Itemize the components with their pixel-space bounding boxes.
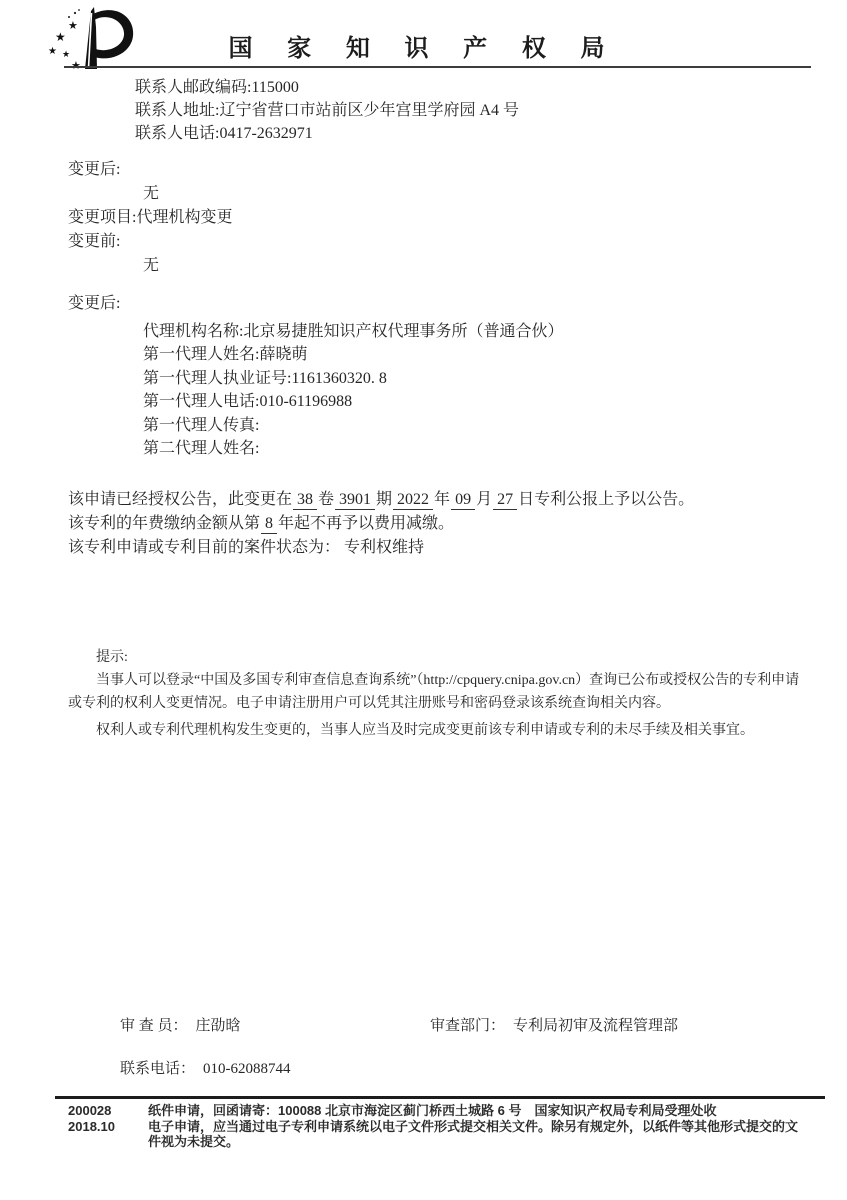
contact-address-line: 联系人地址:辽宁省营口市站前区少年宫里学府园 A4 号 [135,102,520,119]
gazette-year: 2022 [393,491,433,510]
notice-block [68,646,810,742]
agency-name-line: 代理机构名称:北京易捷胜知识产权代理事务所（普通合伙） [143,322,564,340]
gazette-volume: 38 [293,491,317,510]
gazette-month: 09 [451,491,475,510]
change-item-line: 变更项目:代理机构变更 [68,209,233,226]
department-name: 专利局初审及流程管理部 [513,1018,679,1034]
fee-year-number: 8 [261,515,277,534]
after-label: 变更后: [68,161,121,178]
form-date: 2018.10 [68,1118,115,1134]
agent1-fax-line: 第一代理人传真: [143,416,260,434]
footer-instructions [148,1103,808,1150]
change-block-previous-item [68,158,232,278]
change-block-agency [68,292,563,461]
announcement-block [68,488,694,560]
form-code: 200028 [68,1103,112,1118]
agent1-name-line: 第一代理人姓名:薛晓萌 [143,346,308,363]
footer-block [68,1103,822,1150]
notice-title: 提示: [96,650,128,665]
gazette-issue: 3901 [335,491,375,510]
paper-filing-line: 纸件申请，回函请寄：100088 北京市海淀区蓟门桥西土城路 6 号 国家知识产权局专利局受理处收 [148,1103,717,1118]
annual-fee-line: 该专利的年费缴纳金额从第 8 年起不再予以费用减缴。 [68,515,455,532]
before-value: 无 [143,257,160,274]
department-row [430,1014,678,1035]
contact-phone-line: 联系人电话:0417-2632971 [135,125,313,142]
form-code-column [68,1103,148,1150]
svg-text:★: ★ [68,19,78,32]
examiner-phone-value: 010-62088744 [203,1061,291,1077]
examiner-phone-row [120,1057,291,1078]
footer-divider [55,1096,825,1099]
department-label: 审查部门： [430,1018,506,1034]
examiner-label: 审 查 员： [120,1018,188,1034]
svg-text:★: ★ [55,30,66,44]
before-label: 变更前: [68,233,121,250]
after-value: 无 [143,185,160,202]
examiner-row [120,1014,241,1035]
examiner-name: 庄劭晗 [195,1018,241,1034]
agent1-phone-line: 第一代理人电话:010-61196988 [143,393,353,410]
notice-paragraph-obligations: 权利人或专利代理机构发生变更的，当事人应当及时完成变更前该专利申请或专利的未尽手续及相关事宜。 [96,723,754,738]
agent2-name-line: 第二代理人姓名: [143,440,260,457]
contact-block [135,76,519,145]
contact-postal-line: 联系人邮政编码:115000 [135,79,299,96]
agent1-license-line: 第一代理人执业证号:1161360320. 8 [143,369,387,387]
gazette-day: 27 [493,491,517,510]
header-divider [64,66,811,68]
svg-text:★: ★ [62,50,71,60]
after-label: 变更后: [68,295,121,312]
page-title: 国 家 知 识 产 权 局 [228,35,619,62]
svg-text:★: ★ [48,46,57,57]
examiner-phone-label: 联系电话： [120,1061,196,1077]
notice-paragraph-query-system: 当事人可以登录“中国及多国专利审查信息查询系统”（http://cpquery.cnipa.gov.cn）查询已公布或授权公告的专利申请或专利的权利人变更情况。电子申请注册用户可以凭其注册账号和密码登录该系统查询相关内容。 [68,673,800,711]
gazette-announcement-line: 该申请已经授权公告，此变更在 38 卷 3901 期 2022 年 09 月 27 日专利公报上予以公告。 [68,491,695,508]
case-status-line: 该专利申请或专利目前的案件状态为： 专利权维持 [68,539,425,556]
e-filing-line: 电子申请，应当通过电子专利申请系统以电子文件形式提交相关文件。除另有规定外，以纸件等其他形式提交的文件视为未提交。 [148,1118,799,1149]
